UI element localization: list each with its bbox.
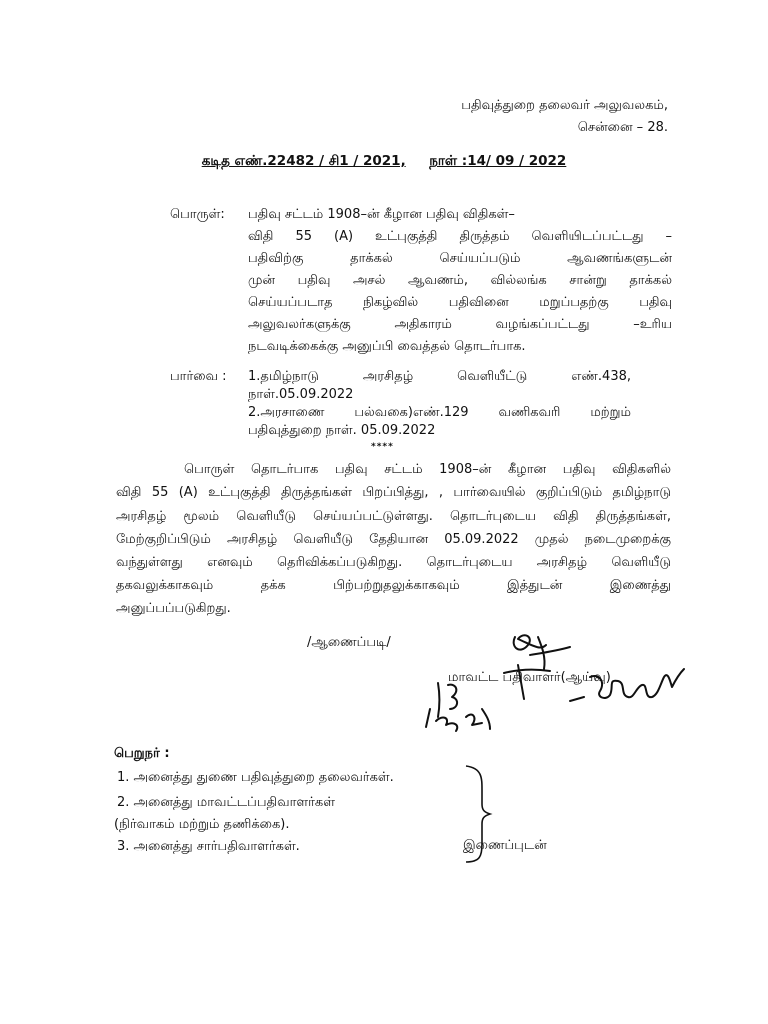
subject-line: செய்யப்படாத நிகழ்வில் பதிவினை மறுப்பதற்கு பதிவு	[248, 295, 672, 310]
recipient-item: 2. அனைத்து மாவட்டப்பதிவாளர்கள்	[117, 795, 335, 810]
subject-line: பதிவு சட்டம் 1908–ன் கீழான பதிவு விதிகள்–	[248, 207, 515, 222]
enclosure-note: இணைப்புடன்	[463, 838, 547, 853]
subject-line: அலுவலர்களுக்கு அதிகாரம் வழங்கப்பட்டது –உரிய	[248, 317, 672, 332]
by-order-text: /ஆணைப்படி/	[307, 635, 391, 650]
body-line: அனுப்பப்படுகிறது.	[116, 601, 231, 616]
letter-number: கடித எண்.22482 / சி1 / 2021,	[201, 153, 406, 169]
subject-line: விதி 55 (A) உட்புகுத்தி திருத்தம் வெளியிடப்பட்டது –	[248, 229, 672, 244]
subject-label: பொருள்:	[170, 207, 225, 222]
signatory-designation: மாவட்ட பதிவாளர்(ஆய்வு)	[448, 670, 611, 685]
reference-line	[0, 151, 768, 171]
reference-item: நாள்.05.09.2022	[248, 387, 354, 402]
recipients-title: பெறுநர் :	[114, 746, 170, 761]
recipient-item: (நிர்வாகம் மற்றும் தணிக்கை).	[114, 817, 290, 832]
office-name: பதிவுத்துறை தலைவர் அலுவலகம்,	[461, 98, 668, 113]
subject-line: நடவடிக்கைக்கு அனுப்பி வைத்தல் தொடர்பாக.	[248, 339, 526, 354]
body-line: விதி 55 (A) உட்புகுத்தி திருத்தங்கள் பிறப்பித்து, , பார்வையில் குறிப்பிடும் தமிழ்நாடு	[116, 485, 671, 500]
separator: ****	[371, 442, 394, 452]
body-line: வந்துள்ளது எனவும் தெரிவிக்கப்படுகிறது. தொடர்புடைய அரசிதழ் வெளியீடு	[116, 555, 671, 570]
body-line: பொருள் தொடர்பாக பதிவு சட்டம் 1908–ன் கீழான பதிவு விதிகளில்	[184, 462, 671, 477]
subject-line: பதிவிற்கு தாக்கல் செய்யப்படும் ஆவணங்களுடன்	[248, 251, 672, 266]
reference-item: 1.தமிழ்நாடு அரசிதழ் வெளியீட்டு எண்.438,	[248, 369, 631, 384]
body-line: தகவலுக்காகவும் தக்க பிற்பற்றுதலுக்காகவும் இத்துடன் இணைத்து	[116, 578, 671, 593]
references-label: பார்வை :	[170, 369, 227, 384]
body-line: அரசிதழ் மூலம் வெளியீடு செய்யப்பட்டுள்ளது. தொடர்புடைய விதி திருத்தங்கள்,	[116, 509, 671, 524]
recipient-item: 3. அனைத்து சார்பதிவாளர்கள்.	[117, 839, 300, 854]
handwritten-signature	[420, 625, 700, 745]
reference-item: பதிவுத்துறை நாள். 05.09.2022	[248, 423, 436, 438]
letter-date: நாள் :14/ 09 / 2022	[429, 153, 567, 169]
office-city: சென்னை – 28.	[577, 120, 668, 135]
subject-line: முன் பதிவு அசல் ஆவணம், வில்லங்க சான்று தாக்கல்	[248, 273, 672, 288]
recipient-item: 1. அனைத்து துணை பதிவுத்துறை தலைவர்கள்.	[117, 770, 394, 785]
body-line: மேற்குறிப்பிடும் அரசிதழ் வெளியீடு தேதியான 05.09.2022 முதல் நடைமுறைக்கு	[116, 532, 671, 547]
reference-item: 2.அரசாணை பல்வகை)எண்.129 வணிகவரி மற்றும்	[248, 405, 631, 420]
